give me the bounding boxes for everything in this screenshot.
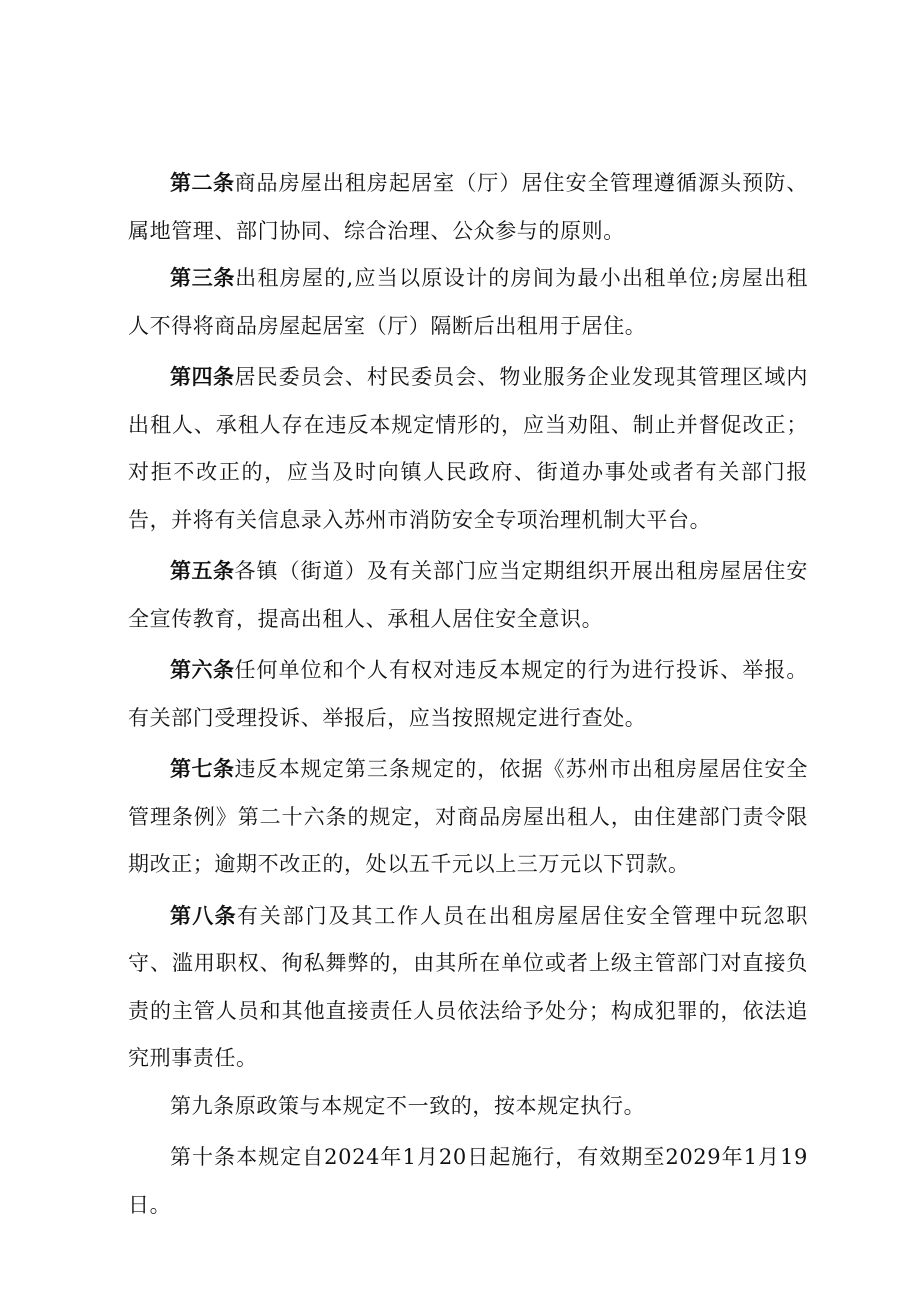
article-text: 有关部门及其工作人员在出租房屋居住安全管理中玩忽职守、滥用职权、徇私舞弊的，由其所在单位或者上级主管部门对直接负责的主管人员和其他直接责任人员依法给予处分；构成犯罪的，依法追究刑事责任。 [128, 903, 808, 1070]
article-label: 第四条 [170, 365, 235, 389]
article-4 [128, 354, 808, 544]
article-label: 第六条 [170, 658, 235, 682]
article-text: 各镇（街道）及有关部门应当定期组织开展出租房屋居住安全宣传教育，提高出租人、承租人居住安全意识。 [128, 559, 808, 631]
article-2 [128, 160, 808, 255]
document-page [128, 160, 808, 1233]
article-5 [128, 548, 808, 643]
article-text: 违反本规定第三条规定的，依据《苏州市出租房屋居住安全管理条例》第二十六条的规定，对商品房屋出租人，由住建部门责令限期改正；逾期不改正的，处以五千元以上三万元以下罚款。 [128, 757, 808, 876]
article-3 [128, 255, 808, 350]
article-9 [128, 1083, 808, 1131]
article-7 [128, 746, 808, 889]
article-10 [128, 1134, 808, 1229]
article-text: 商品房屋出租房起居室（厅）居住安全管理遵循源头预防、属地管理、部门协同、综合治理、公众参与的原则。 [128, 171, 808, 243]
article-label: 第三条 [170, 266, 236, 290]
article-label: 第八条 [170, 903, 237, 928]
article-label: 第五条 [170, 559, 235, 583]
article-label: 第二条 [170, 171, 235, 195]
article-label: 第九条 [170, 1093, 235, 1118]
article-6 [128, 647, 808, 742]
article-text: 原政策与本规定不一致的，按本规定执行。 [234, 1093, 646, 1118]
article-text: 任何单位和个人有权对违反本规定的行为进行投诉、举报。有关部门受理投诉、举报后，应当按照规定进行查处。 [128, 658, 808, 730]
article-text: 居民委员会、村民委员会、物业服务企业发现其管理区域内出租人、承租人存在违反本规定情形的，应当劝阻、制止并督促改正；对拒不改正的，应当及时向镇人民政府、街道办事处或者有关部门报告，并将有关信息录入苏州市消防安全专项治理机制大平台。 [128, 365, 808, 532]
article-text: 出租房屋的,应当以原设计的房间为最小出租单位;房屋出租人不得将商品房屋起居室（厅）隔断后出租用于居住。 [128, 266, 808, 338]
article-label: 第七条 [170, 757, 235, 781]
article-8 [128, 893, 808, 1083]
article-label: 第十条 [170, 1145, 237, 1169]
article-text: 本规定自2024年1月20日起施行，有效期至2029年1月19日。 [128, 1145, 808, 1217]
